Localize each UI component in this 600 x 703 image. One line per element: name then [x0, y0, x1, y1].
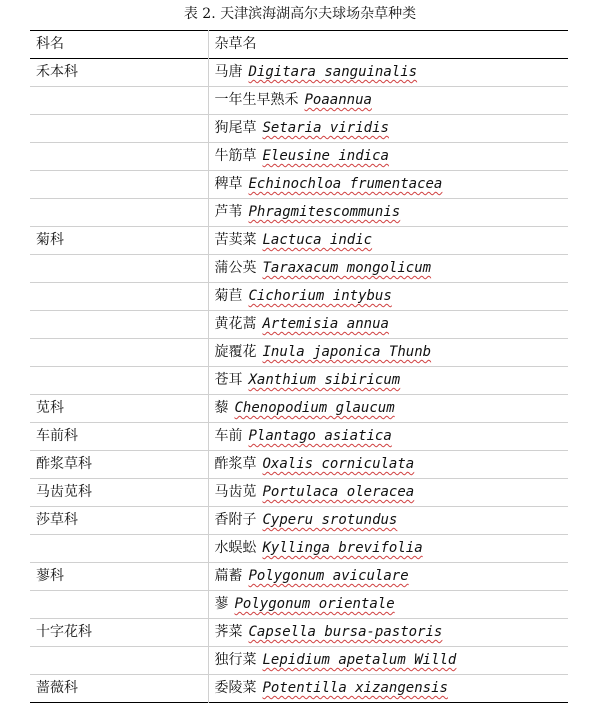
weed-chinese-name: 狗尾草 [214, 120, 257, 136]
weed-name-cell [208, 479, 568, 507]
weed-chinese-name: 荠菜 [214, 624, 243, 640]
weed-latin-name: Xanthium sibiricum [248, 372, 401, 388]
family-cell: 酢浆草科 [30, 451, 208, 479]
weed-chinese-name: 酢浆草 [214, 456, 257, 472]
table-row [30, 227, 568, 255]
weed-name-cell [208, 311, 568, 339]
weed-latin-name: Eleusine indica [262, 148, 389, 164]
weed-latin-name: Chenopodium glaucum [234, 400, 395, 416]
weed-name-cell [208, 675, 568, 703]
weed-latin-name: Oxalis corniculata [262, 456, 415, 472]
weed-chinese-name: 一年生早熟禾 [214, 92, 299, 108]
weed-chinese-name: 稗草 [214, 176, 243, 192]
weed-latin-name: Cyperu srotundus [262, 512, 398, 528]
family-cell [30, 283, 208, 311]
weed-latin-name: Portulaca oleracea [262, 484, 415, 500]
weed-name-cell [208, 451, 568, 479]
family-cell [30, 311, 208, 339]
family-cell [30, 171, 208, 199]
weed-latin-name: Echinochloa frumentacea [248, 176, 443, 192]
family-cell [30, 199, 208, 227]
table-row [30, 619, 568, 647]
table-row [30, 171, 568, 199]
table-row [30, 591, 568, 619]
family-cell [30, 647, 208, 675]
family-cell: 禾本科 [30, 59, 208, 87]
weed-name-cell [208, 199, 568, 227]
weed-species-table [30, 30, 568, 703]
family-cell: 马齿苋科 [30, 479, 208, 507]
weed-name-cell [208, 115, 568, 143]
table-row [30, 367, 568, 395]
weed-name-cell [208, 59, 568, 87]
family-cell: 蓼科 [30, 563, 208, 591]
table-row [30, 451, 568, 479]
weed-latin-name: Taraxacum mongolicum [262, 260, 432, 276]
family-cell: 蔷薇科 [30, 675, 208, 703]
weed-chinese-name: 独行菜 [214, 652, 257, 668]
family-cell [30, 255, 208, 283]
weed-latin-name: Kyllinga brevifolia [262, 540, 423, 556]
family-cell: 苋科 [30, 395, 208, 423]
table-caption: 表 2. 天津滨海湖高尔夫球场杂草种类 [183, 6, 417, 22]
weed-chinese-name: 菊苣 [214, 288, 243, 304]
header-weed-name: 杂草名 [214, 36, 257, 52]
weed-name-cell [208, 143, 568, 171]
family-cell: 车前科 [30, 423, 208, 451]
weed-chinese-name: 水蜈蚣 [214, 540, 257, 556]
weed-name-cell [208, 283, 568, 311]
weed-chinese-name: 车前 [214, 428, 243, 444]
weed-latin-name: Potentilla xizangensis [262, 680, 448, 696]
table-row [30, 115, 568, 143]
weed-chinese-name: 蒲公英 [214, 260, 257, 276]
family-cell [30, 339, 208, 367]
weed-name-cell [208, 395, 568, 423]
table-row [30, 675, 568, 703]
weed-name-cell [208, 367, 568, 395]
weed-chinese-name: 苍耳 [214, 372, 243, 388]
table-row [30, 507, 568, 535]
weed-latin-name: Setaria viridis [262, 120, 389, 136]
weed-name-cell [208, 619, 568, 647]
weed-name-cell [208, 647, 568, 675]
table-row [30, 563, 568, 591]
table-row [30, 423, 568, 451]
table-row [30, 535, 568, 563]
family-cell [30, 87, 208, 115]
table-row [30, 143, 568, 171]
weed-name-cell [208, 171, 568, 199]
weed-latin-name: Inula japonica Thunb [262, 344, 432, 360]
family-cell [30, 535, 208, 563]
weed-latin-name: Capsella bursa-pastoris [248, 624, 443, 640]
family-cell: 十字花科 [30, 619, 208, 647]
weed-chinese-name: 黄花蒿 [214, 316, 257, 332]
table-header-row [30, 31, 568, 59]
weed-chinese-name: 香附子 [214, 512, 257, 528]
weed-latin-name: Plantago asiatica [248, 428, 392, 444]
weed-latin-name: Poaannua [304, 92, 372, 108]
table-row [30, 647, 568, 675]
weed-name-cell [208, 87, 568, 115]
weed-latin-name: Cichorium intybus [248, 288, 392, 304]
weed-chinese-name: 旋覆花 [214, 344, 257, 360]
weed-name-cell [208, 339, 568, 367]
weed-chinese-name: 萹蓄 [214, 568, 243, 584]
weed-name-cell [208, 227, 568, 255]
header-family: 科名 [30, 31, 208, 59]
table-row [30, 283, 568, 311]
family-cell [30, 591, 208, 619]
weed-chinese-name: 苦荬菜 [214, 232, 257, 248]
table-row [30, 87, 568, 115]
weed-chinese-name: 藜 [214, 400, 229, 416]
table-row [30, 479, 568, 507]
weed-latin-name: Polygonum orientale [234, 596, 395, 612]
weed-chinese-name: 委陵菜 [214, 680, 257, 696]
weed-chinese-name: 蓼 [214, 596, 229, 612]
weed-latin-name: Phragmitescommunis [248, 204, 401, 220]
weed-chinese-name: 芦苇 [214, 204, 243, 220]
family-cell: 莎草科 [30, 507, 208, 535]
weed-latin-name: Polygonum aviculare [248, 568, 409, 584]
weed-name-cell [208, 563, 568, 591]
table-row [30, 59, 568, 87]
table-row [30, 255, 568, 283]
weed-name-cell [208, 535, 568, 563]
weed-name-cell [208, 423, 568, 451]
weed-name-cell [208, 255, 568, 283]
family-cell: 菊科 [30, 227, 208, 255]
table-row [30, 199, 568, 227]
weed-latin-name: Lepidium apetalum Willd [262, 652, 457, 668]
weed-name-cell [208, 507, 568, 535]
weed-name-cell [208, 591, 568, 619]
family-cell [30, 367, 208, 395]
family-cell [30, 143, 208, 171]
weed-chinese-name: 马齿苋 [214, 484, 257, 500]
table-row [30, 339, 568, 367]
table-row [30, 395, 568, 423]
weed-chinese-name: 马唐 [214, 64, 243, 80]
weed-latin-name: Artemisia annua [262, 316, 389, 332]
table-row [30, 311, 568, 339]
weed-latin-name: Digitara sanguinalis [248, 64, 418, 80]
weed-latin-name: Lactuca indic [262, 232, 373, 248]
family-cell [30, 115, 208, 143]
weed-chinese-name: 牛筋草 [214, 148, 257, 164]
